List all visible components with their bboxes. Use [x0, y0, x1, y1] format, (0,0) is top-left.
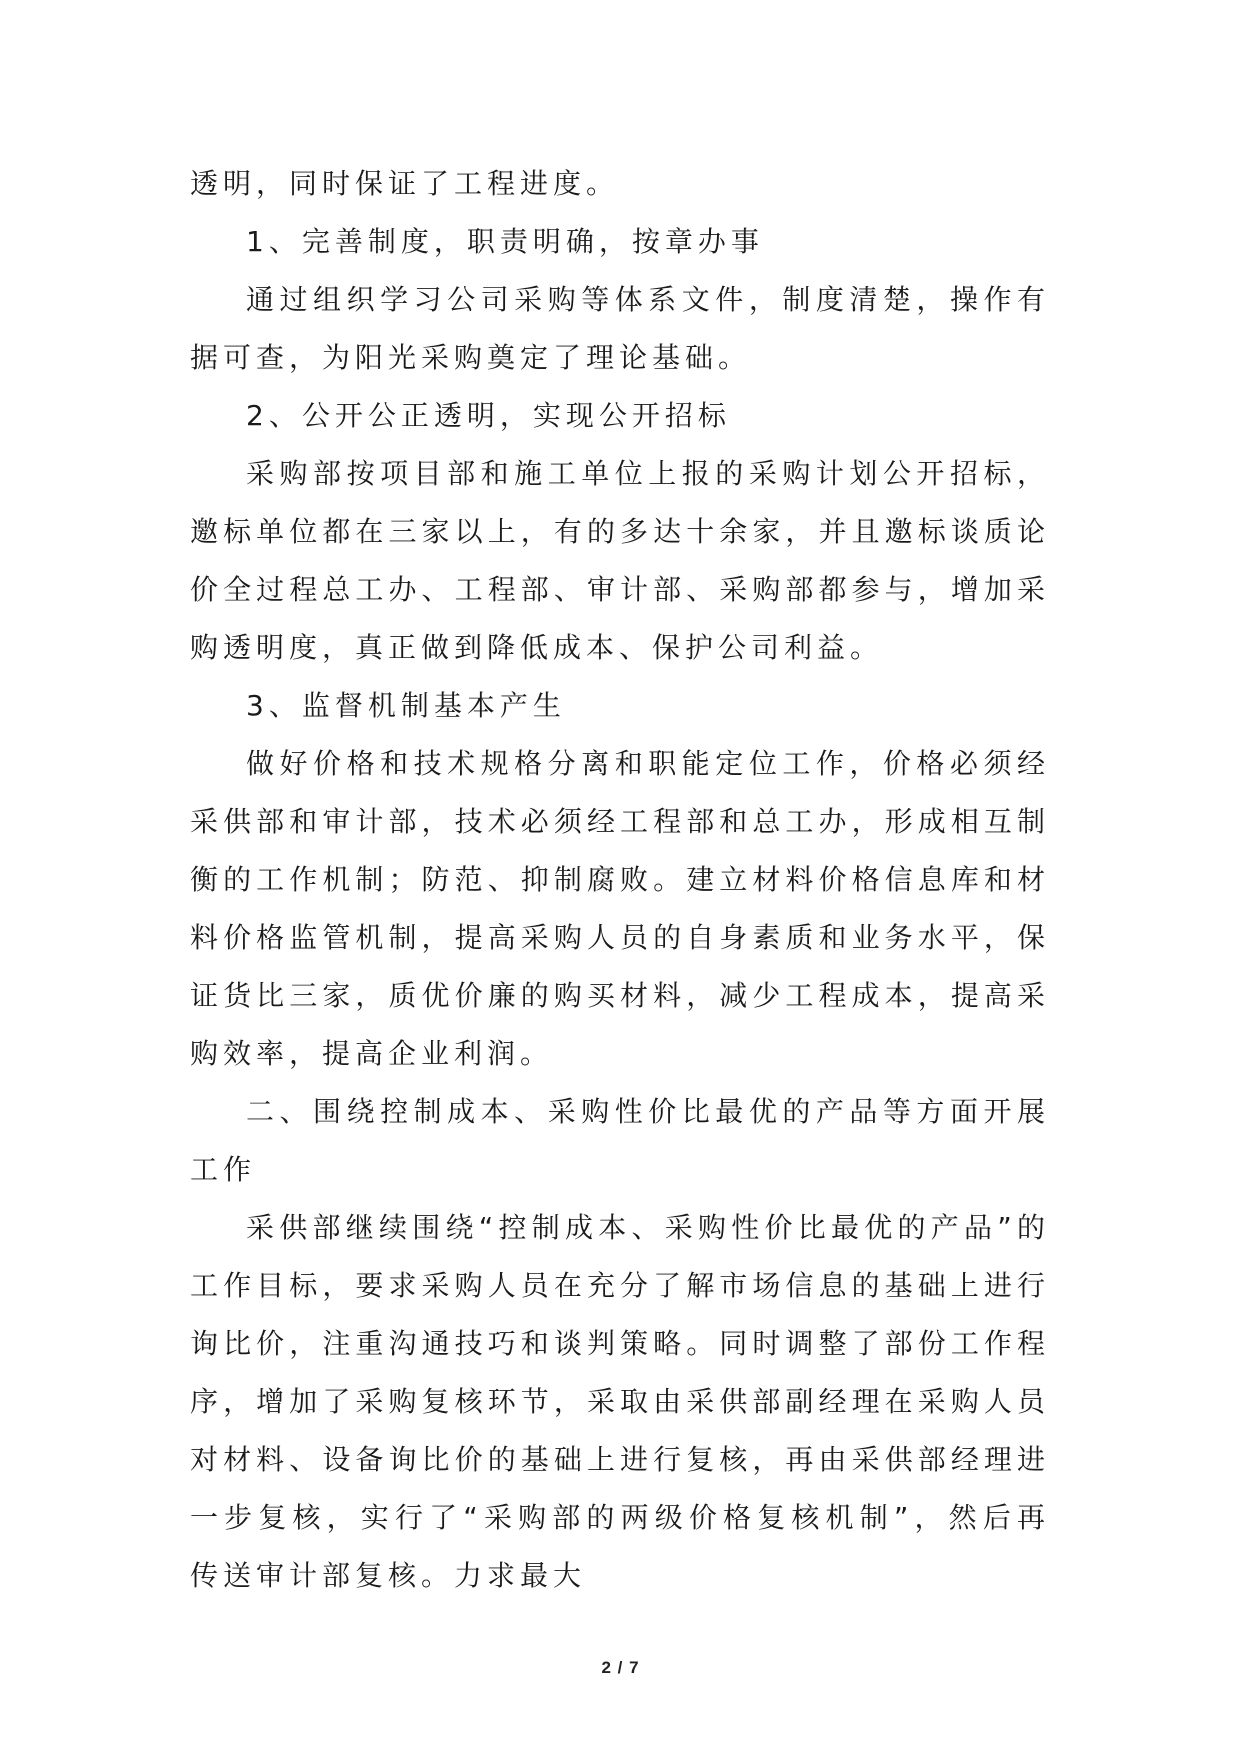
document-body [190, 155, 1050, 1605]
paragraph-body: 采供部继续围绕“控制成本、采购性价比最优的产品”的工作目标，要求采购人员在充分了解市场信息的基础上进行询比价，注重沟通技巧和谈判策略。同时调整了部份工作程序，增加了采购复核环节，采取由采供部副经理在采购人员对材料、设备询比价的基础上进行复核，再由采供部经理进一步复核，实行了“采购部的两级价格复核机制”，然后再传送审计部复核。力求最大 [190, 1211, 1050, 1592]
section-heading-part-two: 二、围绕控制成本、采购性价比最优的产品等方面开展工作 [190, 1095, 1050, 1186]
page-number: 2 / 7 [601, 1658, 640, 1677]
paragraph-body: 通过组织学习公司采购等体系文件，制度清楚，操作有据可查，为阳光采购奠定了理论基础。 [190, 283, 1050, 374]
paragraph-continuation: 透明，同时保证了工程进度。 [190, 167, 620, 200]
section-heading-1: 1、完善制度，职责明确，按章办事 [246, 225, 764, 258]
paragraph-body: 做好价格和技术规格分离和职能定位工作，价格必须经采供部和审计部，技术必须经工程部和总工办，形成相互制衡的工作机制；防范、抑制腐败。建立材料价格信息库和材料价格监管机制，提高采购人员的自身素质和业务水平，保证货比三家，质优价廉的购买材料，减少工程成本，提高采购效率，提高企业利润。 [190, 747, 1050, 1070]
section-heading-2: 2、公开公正透明，实现公开招标 [246, 399, 731, 432]
section-heading-3: 3、监督机制基本产生 [246, 689, 566, 722]
paragraph-body: 采购部按项目部和施工单位上报的采购计划公开招标，邀标单位都在三家以上，有的多达十余家，并且邀标谈质论价全过程总工办、工程部、审计部、采购部都参与，增加采购透明度，真正做到降低成本、保护公司利益。 [190, 457, 1050, 664]
